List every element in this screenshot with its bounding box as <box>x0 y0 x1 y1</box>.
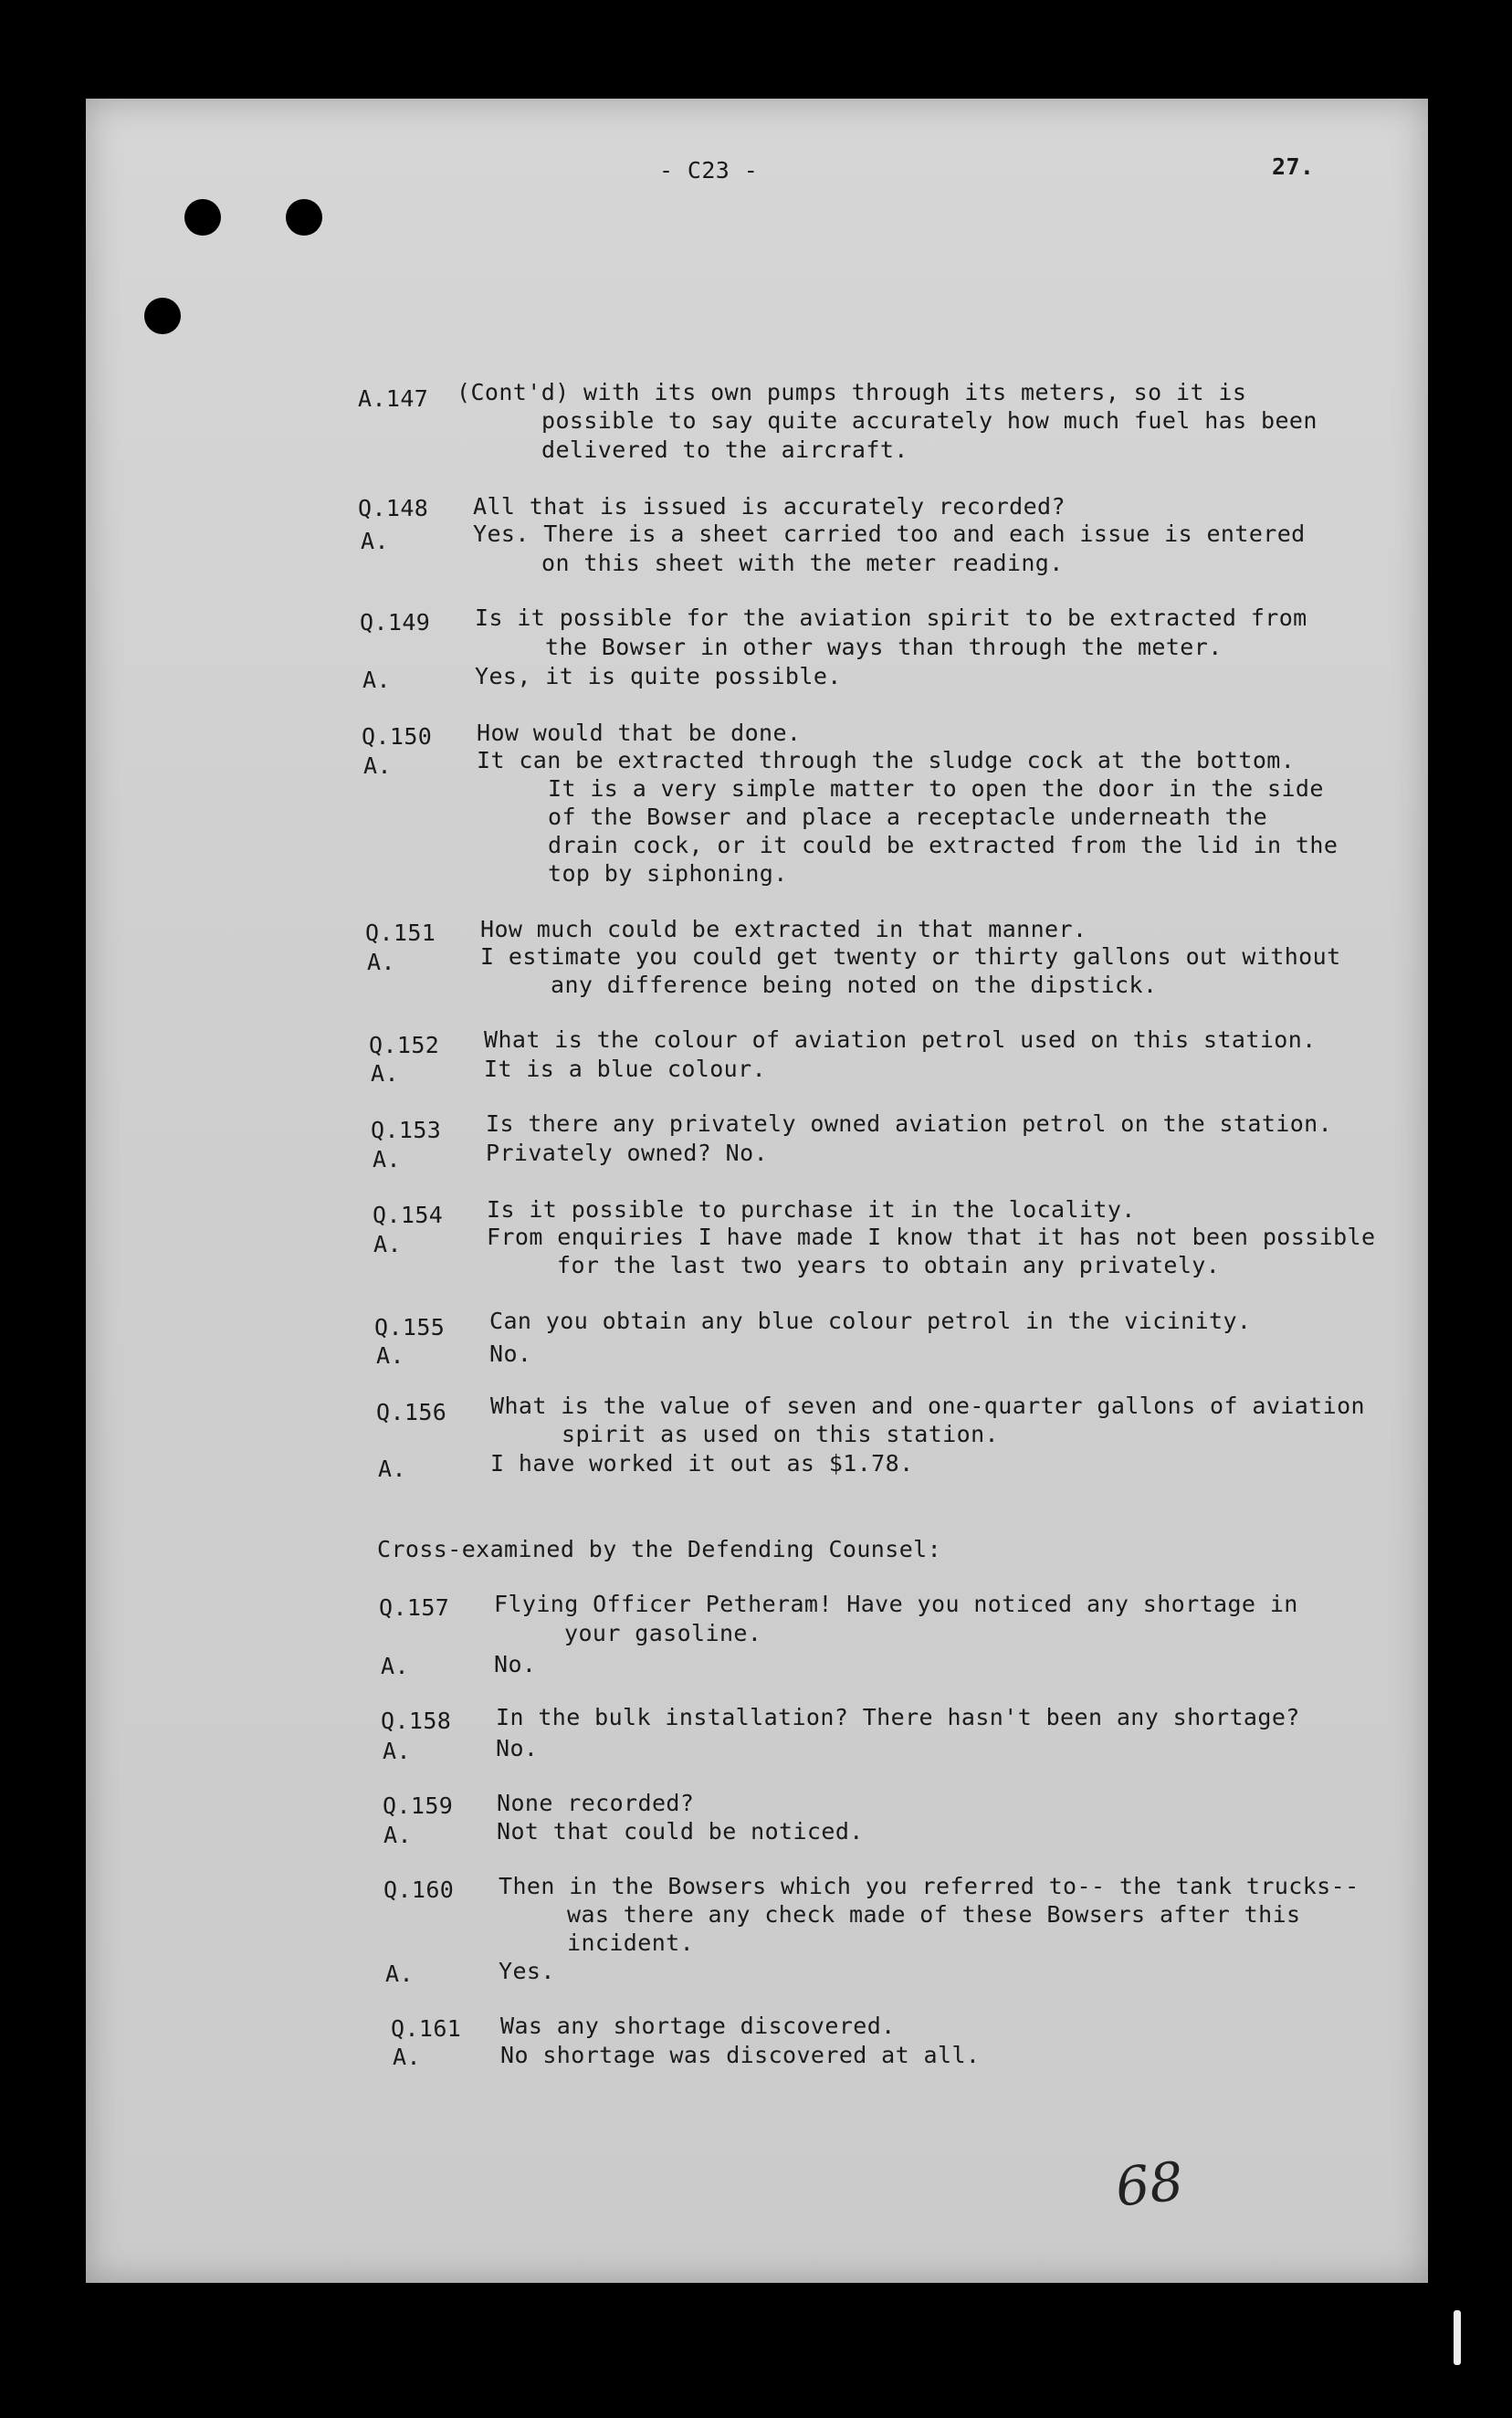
entry-label: A. <box>376 1342 404 1369</box>
entry-line: How would that be done. <box>477 720 802 746</box>
entry-line: drain cock, or it could be extracted from the lid in the <box>548 832 1339 858</box>
entry-line: Is it possible for the aviation spirit to be extracted from <box>475 604 1307 631</box>
entry-label: A. <box>378 1456 406 1482</box>
entry-line: your gasoline. <box>564 1620 762 1646</box>
entry-label: A. <box>363 752 392 779</box>
entry-label: Q.158 <box>381 1708 452 1734</box>
entry-line: spirit as used on this station. <box>562 1421 999 1447</box>
entry-line: What is the colour of aviation petrol used on this station. <box>484 1026 1317 1053</box>
entry-line: delivered to the aircraft. <box>541 436 908 463</box>
scan-edge-mark <box>1454 2310 1461 2365</box>
entry-line: No. <box>494 1651 537 1677</box>
entry-line: How much could be extracted in that manner. <box>480 916 1087 942</box>
entry-label: Q.150 <box>362 723 433 750</box>
entry-line: Yes. There is a sheet carried too and each issue is entered <box>473 520 1306 547</box>
entry-line: Can you obtain any blue colour petrol in the vicinity. <box>489 1308 1252 1334</box>
entry-line: Yes, it is quite possible. <box>475 663 842 689</box>
entry-line: incident. <box>567 1929 695 1956</box>
entry-label: A. <box>383 1822 412 1848</box>
entry-label: A. <box>373 1146 401 1172</box>
entry-line: No shortage was discovered at all. <box>500 2042 981 2068</box>
entry-line: What is the value of seven and one-quarter gallons of aviation <box>490 1393 1365 1419</box>
entry-line: (Cont'd) with its own pumps through its meters, so it is <box>457 379 1247 405</box>
entry-label: A. <box>362 667 391 693</box>
section-heading: Cross-examined by the Defending Counsel: <box>377 1536 942 1562</box>
page-number: 27. <box>1272 153 1315 180</box>
entry-label: Q.156 <box>376 1399 447 1425</box>
entry-line: No. <box>496 1735 539 1761</box>
entry-line: It can be extracted through the sludge cock at the bottom. <box>477 747 1296 773</box>
entry-line: Flying Officer Petheram! Have you noticed any shortage in <box>494 1591 1298 1617</box>
entry-line: Yes. <box>499 1958 555 1984</box>
entry-line: It is a blue colour. <box>484 1056 767 1082</box>
entry-line: It is a very simple matter to open the door in the side <box>548 775 1324 802</box>
entry-label: A. <box>385 1961 414 1987</box>
entry-label: Q.153 <box>371 1117 442 1143</box>
entry-label: A. <box>393 2044 421 2070</box>
entry-line: In the bulk installation? There hasn't been any shortage? <box>496 1704 1300 1730</box>
entry-label: Q.154 <box>373 1202 444 1228</box>
entry-line: Was any shortage discovered. <box>500 2013 896 2039</box>
entry-label: Q.157 <box>379 1594 450 1621</box>
entry-line: Privately owned? No. <box>486 1140 769 1166</box>
entry-label: Q.148 <box>358 495 429 521</box>
entry-label: A.147 <box>358 385 429 412</box>
entry-line: I estimate you could get twenty or thirty gallons out without <box>480 943 1341 970</box>
entry-line: of the Bowser and place a receptacle underneath the <box>548 804 1268 830</box>
page-code: - C23 - <box>659 157 759 184</box>
entry-label: A. <box>371 1060 399 1087</box>
entry-line: Then in the Bowsers which you referred to-- the tank trucks-- <box>499 1873 1360 1899</box>
entry-label: Q.161 <box>391 2015 462 2042</box>
entry-line: was there any check made of these Bowsers after this <box>567 1901 1301 1928</box>
entry-label: Q.159 <box>383 1792 454 1819</box>
entry-line: any difference being noted on the dipstick. <box>551 972 1158 998</box>
entry-label: Q.149 <box>360 609 431 636</box>
entry-line: None recorded? <box>497 1790 695 1816</box>
entry-label: Q.151 <box>365 920 436 946</box>
entry-label: A. <box>361 528 389 554</box>
handwritten-page-number: 68 <box>1112 2150 1187 2219</box>
entry-label: A. <box>383 1738 411 1764</box>
entry-line: possible to say quite accurately how much fuel has been <box>541 407 1318 434</box>
entry-line: All that is issued is accurately recorded? <box>473 493 1066 520</box>
entry-label: A. <box>381 1653 409 1679</box>
entry-label: Q.155 <box>374 1314 446 1340</box>
entry-line: Is there any privately owned aviation petrol on the station. <box>486 1110 1333 1137</box>
entry-line: the Bowser in other ways than through the meter. <box>545 634 1223 660</box>
entry-line: Is it possible to purchase it in the locality. <box>487 1196 1136 1223</box>
entry-label: A. <box>367 949 395 975</box>
entry-label: Q.152 <box>369 1032 440 1058</box>
entry-line: From enquiries I have made I know that it has not been possible <box>487 1224 1376 1250</box>
entry-label: Q.160 <box>383 1877 455 1903</box>
entry-line: I have worked it out as $1.78. <box>490 1450 914 1477</box>
entry-line: top by siphoning. <box>548 860 788 887</box>
entry-line: on this sheet with the meter reading. <box>541 550 1064 576</box>
entry-line: Not that could be noticed. <box>497 1818 864 1845</box>
entry-label: A. <box>373 1231 402 1257</box>
entry-line: No. <box>489 1340 532 1367</box>
entry-line: for the last two years to obtain any privately. <box>557 1252 1221 1278</box>
